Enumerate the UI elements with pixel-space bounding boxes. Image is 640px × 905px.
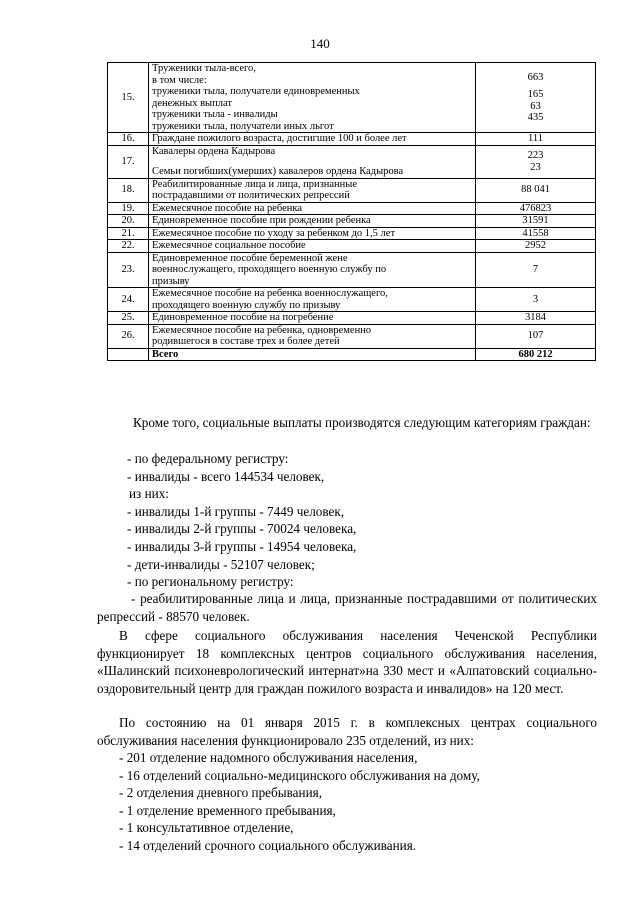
description-line: труженики тыла, получатели иных льгот — [152, 120, 334, 132]
table-row — [108, 252, 596, 288]
benefits-table — [107, 62, 596, 361]
row-number: 20. — [108, 215, 149, 228]
list-item: - инвалиды 3-й группы - 14954 человека, — [127, 538, 357, 554]
row-value — [476, 324, 596, 348]
description-line: призыву — [152, 275, 190, 287]
value-line: 2952 — [525, 240, 546, 251]
row-description — [149, 145, 476, 178]
list-item: - по региональному регистру: — [127, 574, 294, 590]
row-number: 23. — [108, 252, 149, 288]
table-row — [108, 215, 596, 228]
row-number: 21. — [108, 227, 149, 240]
row-value — [476, 178, 596, 202]
table-row — [108, 312, 596, 325]
row-value — [476, 145, 596, 178]
row-value — [476, 215, 596, 228]
value-line: 223 — [527, 150, 544, 161]
value-line: 111 — [528, 133, 543, 144]
description-line: труженики тыла - инвалиды — [152, 109, 278, 120]
list-item: - инвалиды 2-й группы - 70024 человека, — [127, 521, 357, 537]
row-value — [476, 288, 596, 312]
table-row — [108, 227, 596, 240]
value-line: 63 — [530, 100, 541, 112]
list-item: - 1 отделение временного пребывания, — [119, 802, 336, 818]
total-label: Всего — [149, 348, 476, 361]
row-value — [476, 252, 596, 288]
value-line: 7 — [532, 264, 539, 275]
row-number: 16. — [108, 133, 149, 146]
row-number: 22. — [108, 240, 149, 253]
row-value — [476, 63, 596, 133]
row-description — [149, 288, 476, 312]
departments-list — [119, 749, 619, 855]
description-line: Реабилитированные лица и лица, признанные — [152, 178, 358, 190]
row-number: 15. — [108, 63, 149, 133]
description-line: труженики тыла, получатели единовременных — [152, 86, 360, 97]
description-line: военнослужащего, проходящего военную службу по — [152, 264, 387, 275]
description-line: Ежемесячное пособие на ребенка, одновременно — [152, 324, 372, 336]
description-line: пострадавшими от политических репрессий — [152, 190, 350, 201]
table-row — [108, 63, 596, 133]
row-value — [476, 240, 596, 253]
list-item: - дети-инвалиды - 52107 человек; — [127, 556, 315, 572]
paragraph-intro: Кроме того, социальные выплаты производятся следующим категориям граждан: — [133, 415, 591, 430]
total-value: 680 212 — [476, 348, 596, 361]
list-item: - инвалиды 1-й группы - 7449 человек, — [127, 503, 345, 519]
row-number: 26. — [108, 324, 149, 348]
description-line: Ежемесячное пособие на ребенка — [152, 202, 302, 214]
row-description — [149, 178, 476, 202]
table-row — [108, 240, 596, 253]
value-line: 476823 — [519, 202, 552, 214]
table-row — [108, 324, 596, 348]
description-line: проходящего военную службу по призыву — [152, 299, 341, 311]
row-number: 19. — [108, 202, 149, 215]
description-line: Труженики тыла-всего, — [152, 63, 256, 74]
description-line: Семьи погибших(умерших) кавалеров ордена Кадырова — [152, 166, 404, 177]
value-line: 165 — [527, 89, 544, 100]
total-row — [108, 348, 596, 361]
description-line: Ежемесячное социальное пособие — [152, 240, 306, 251]
list-item: - 1 консультативное отделение, — [119, 820, 294, 836]
row-description — [149, 133, 476, 146]
row-description — [149, 252, 476, 288]
empty-cell — [108, 348, 149, 361]
row-description — [149, 324, 476, 348]
table-row — [108, 288, 596, 312]
description-line: Ежемесячное пособие по уходу за ребенком до 1,5 лет — [152, 227, 396, 239]
row-value — [476, 133, 596, 146]
value-line: 107 — [527, 330, 544, 342]
description-line: родившегося в составе трех и более детей — [152, 336, 340, 347]
value-line: 435 — [527, 112, 544, 123]
row-description — [149, 312, 476, 325]
description-line: денежных выплат — [152, 97, 232, 109]
row-description — [149, 240, 476, 253]
row-number: 18. — [108, 178, 149, 202]
row-description — [149, 227, 476, 240]
row-value — [476, 312, 596, 325]
row-number: 17. — [108, 145, 149, 178]
value-line: 3184 — [525, 312, 546, 323]
row-description — [149, 202, 476, 215]
row-number: 25. — [108, 312, 149, 325]
table-row — [108, 145, 596, 178]
list-item: - 14 отделений срочного социального обслуживания. — [119, 837, 417, 853]
list-item: из них: — [129, 486, 169, 502]
category-list — [127, 450, 627, 591]
row-value — [476, 227, 596, 240]
table-row — [108, 133, 596, 146]
description-line: Граждане пожилого возраста, достигшие 100 и более лет — [152, 133, 407, 144]
description-line: Единовременное пособие при рождении ребенка — [152, 215, 371, 226]
row-value — [476, 202, 596, 215]
value-line: 88 041 — [521, 184, 550, 196]
paragraph-centers: По состоянию на 01 января 2015 г. в комплексных центрах социального обслуживания населения функционировало 235 отделений, из них: — [97, 715, 597, 748]
page-number: 140 — [310, 36, 330, 51]
list-item: - 16 отделений социально-медицинского обслуживания на дому, — [119, 767, 480, 783]
value-line: 23 — [530, 161, 541, 173]
list-item: - 2 отделения дневного пребывания, — [119, 785, 322, 801]
value-line: 41558 — [522, 227, 549, 239]
paragraph-social-service: В сфере социального обслуживания населения Чеченской Республики функционирует 18 комплексных центров социального обслуживания населения, «Шалинский психоневрологический интернат»на 330 мест и «Алпатовский социально-оздоровительный центр для граждан пожилого возраста и инвалидов» на 120 мест. — [97, 628, 597, 696]
list-item: - инвалиды - всего 144534 человек, — [127, 468, 325, 484]
table-row — [108, 178, 596, 202]
row-description — [149, 215, 476, 228]
table-row — [108, 202, 596, 215]
description-line: Ежемесячное пособие на ребенка военнослужащего, — [152, 288, 388, 299]
row-number: 24. — [108, 288, 149, 312]
paragraph-repressed: - реабилитированные лица и лица, признанные пострадавшими от политических репрессий - 88570 человек. — [97, 591, 597, 624]
value-line: 31591 — [522, 215, 549, 226]
description-line — [152, 157, 472, 166]
row-description — [149, 63, 476, 133]
description-line: Единовременное пособие на погребение — [152, 312, 334, 323]
list-item: - 201 отделение надомного обслуживания населения, — [119, 750, 418, 765]
description-line: Единовременное пособие беременной жене — [152, 252, 348, 264]
description-line: Кавалеры ордена Кадырова — [152, 145, 276, 157]
description-line: в том числе: — [152, 74, 207, 86]
list-item: - по федеральному регистру: — [127, 451, 289, 466]
value-line: 663 — [527, 71, 544, 83]
value-line: 3 — [532, 293, 539, 305]
